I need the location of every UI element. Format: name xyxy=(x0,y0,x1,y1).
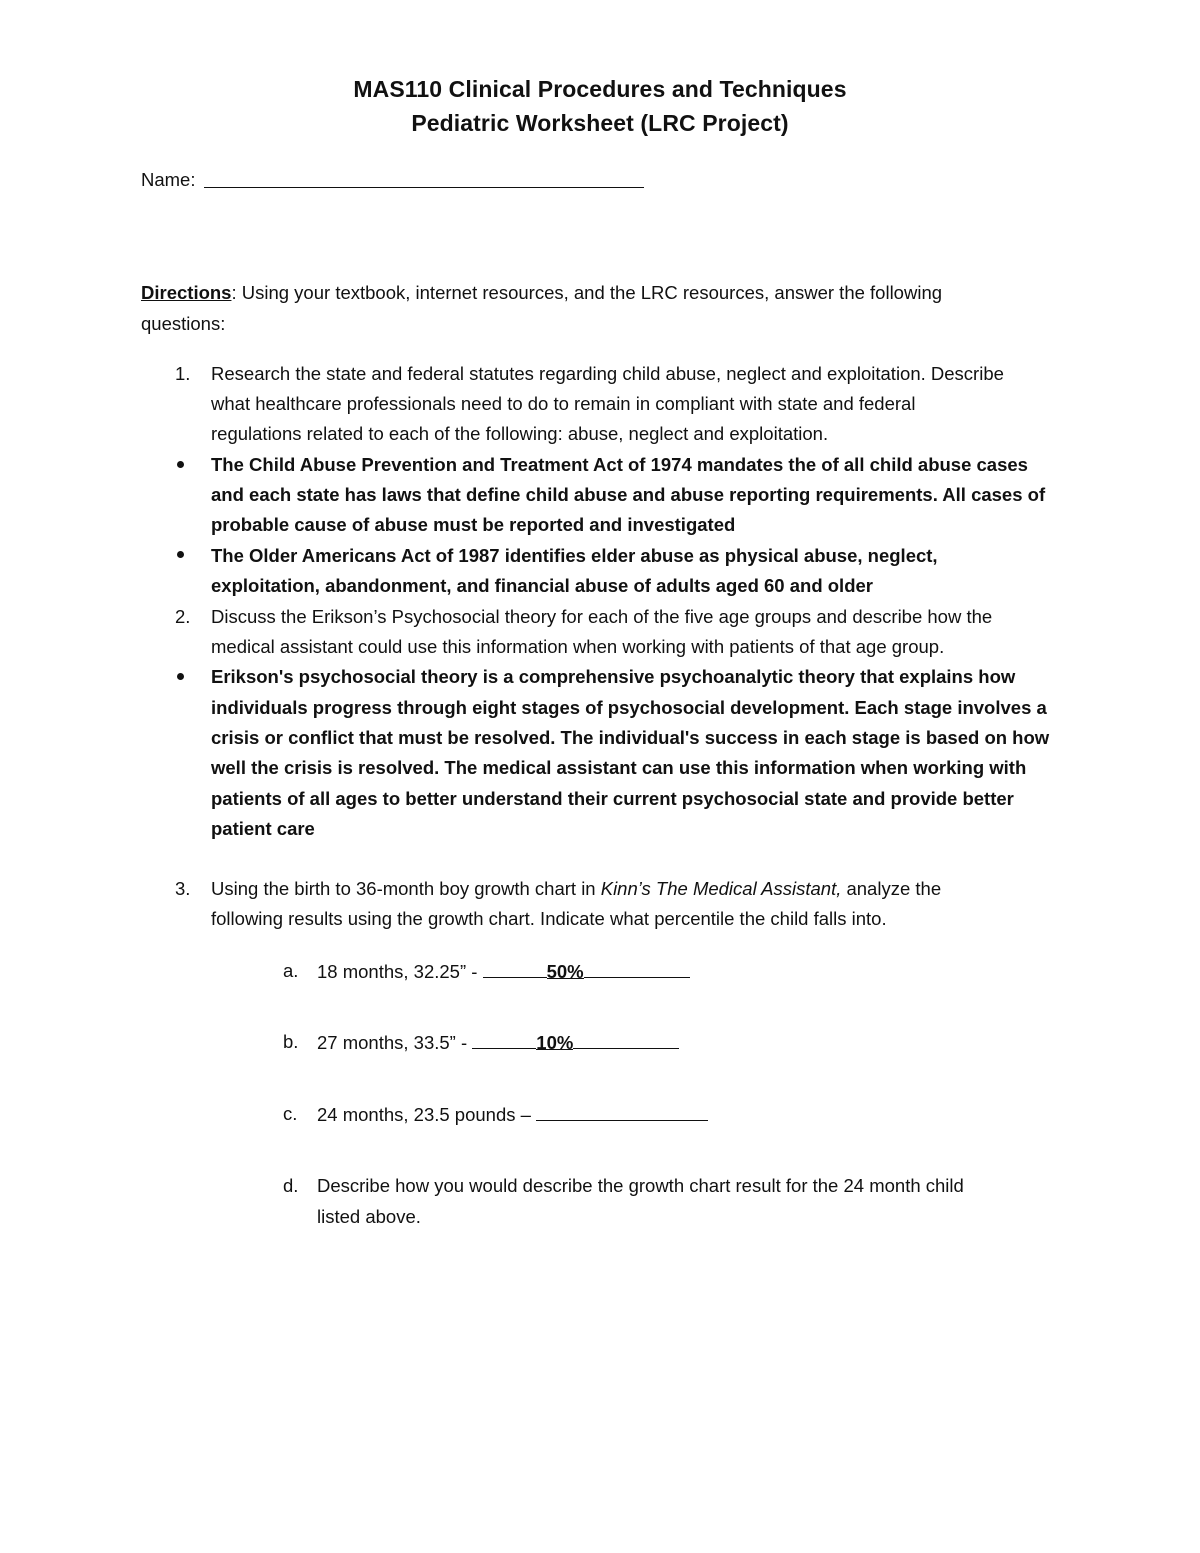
q3a-letter: a. xyxy=(283,960,299,981)
q3a-blank-before xyxy=(483,959,547,978)
directions-text: Using your textbook, internet resources, and the LRC resources, answer the following xyxy=(236,282,943,303)
q3b-letter: b. xyxy=(283,1031,299,1052)
q1-line-3: regulations related to each of the following: abuse, neglect and exploitation. xyxy=(211,423,829,444)
q2-answer-line-5: patients of all ages to better understand their current psychosocial state and provide better xyxy=(211,788,1014,809)
q3c-item xyxy=(317,1102,708,1127)
q3-line-2: following results using the growth chart. Indicate what percentile the child falls into. xyxy=(211,908,887,929)
q2-number: 2. xyxy=(175,606,191,627)
directions-colon: : xyxy=(231,282,237,303)
q3b-answer[interactable]: 10% xyxy=(536,1032,574,1053)
q1-answer-1-line-3: probable cause of abuse must be reported and investigated xyxy=(211,514,736,535)
q3b-text: 27 months, 33.5” - xyxy=(317,1032,473,1053)
page-subtitle: Pediatric Worksheet (LRC Project) xyxy=(411,110,789,136)
q2-answer-line-6: patient care xyxy=(211,818,315,839)
q1-line-2: what healthcare professionals need to do to remain in compliant with state and federal xyxy=(211,393,916,414)
q3-line-1-text: Using the birth to 36-month boy growth chart in xyxy=(211,878,601,899)
q3-line-1-end: analyze the xyxy=(841,878,942,899)
q3a-answer[interactable]: 50% xyxy=(546,961,584,982)
name-field[interactable] xyxy=(204,187,644,188)
q3b-blank-after xyxy=(573,1030,679,1049)
q1-answer-1-line-2: and each state has laws that define child abuse and abuse reporting requirements. All cases of xyxy=(211,484,1046,505)
q2-answer-line-3: crisis or conflict that must be resolved. The individual's success in each stage is based on how xyxy=(211,727,1050,748)
bullet-icon xyxy=(177,461,184,468)
q3c-letter: c. xyxy=(283,1103,298,1124)
q2-line-1: Discuss the Erikson’s Psychosocial theory for each of the five age groups and describe how the xyxy=(211,606,993,627)
directions-label: Directions xyxy=(141,282,232,303)
q3a-item xyxy=(317,959,690,984)
q3c-text: 24 months, 23.5 pounds – xyxy=(317,1104,537,1125)
name-label: Name: xyxy=(141,169,196,190)
q3a-blank-after xyxy=(584,959,690,978)
q2-answer-line-4: well the crisis is resolved. The medical assistant can use this information when working with xyxy=(211,757,1027,778)
q2-line-2: medical assistant could use this information when working with patients of that age group. xyxy=(211,636,945,657)
q1-line-1: Research the state and federal statutes regarding child abuse, neglect and exploitation. Describe xyxy=(211,363,1004,384)
q1-number: 1. xyxy=(175,363,191,384)
q2-answer-line-2: individuals progress through eight stages of psychosocial development. Each stage involves a xyxy=(211,697,1047,718)
directions-line-2: questions: xyxy=(141,313,226,334)
q1-answer-1-line-1: The Child Abuse Prevention and Treatment Act of 1974 mandates the of all child abuse cases xyxy=(211,454,1028,475)
q3a-text: 18 months, 32.25” - xyxy=(317,961,483,982)
q3-number: 3. xyxy=(175,878,191,899)
q3d-line-2: listed above. xyxy=(317,1206,421,1227)
page-title: MAS110 Clinical Procedures and Techniques xyxy=(353,76,847,102)
q1-answer-2-line-2: exploitation, abandonment, and financial abuse of adults aged 60 and older xyxy=(211,575,873,596)
q3-line-1 xyxy=(211,877,941,901)
q3-book-title: Kinn’s The Medical Assistant, xyxy=(600,878,842,899)
q3d-letter: d. xyxy=(283,1175,299,1196)
q3d-line-1: Describe how you would describe the growth chart result for the 24 month child xyxy=(317,1175,964,1196)
q3b-item xyxy=(317,1030,679,1055)
bullet-icon xyxy=(177,673,184,680)
q1-answer-2-line-1: The Older Americans Act of 1987 identifies elder abuse as physical abuse, neglect, xyxy=(211,545,938,566)
q3b-blank-before xyxy=(472,1030,536,1049)
q2-answer-line-1: Erikson's psychosocial theory is a comprehensive psychoanalytic theory that explains how xyxy=(211,666,1016,687)
q3c-answer-blank[interactable] xyxy=(536,1102,708,1121)
bullet-icon xyxy=(177,551,184,558)
directions-line-1 xyxy=(141,281,942,305)
